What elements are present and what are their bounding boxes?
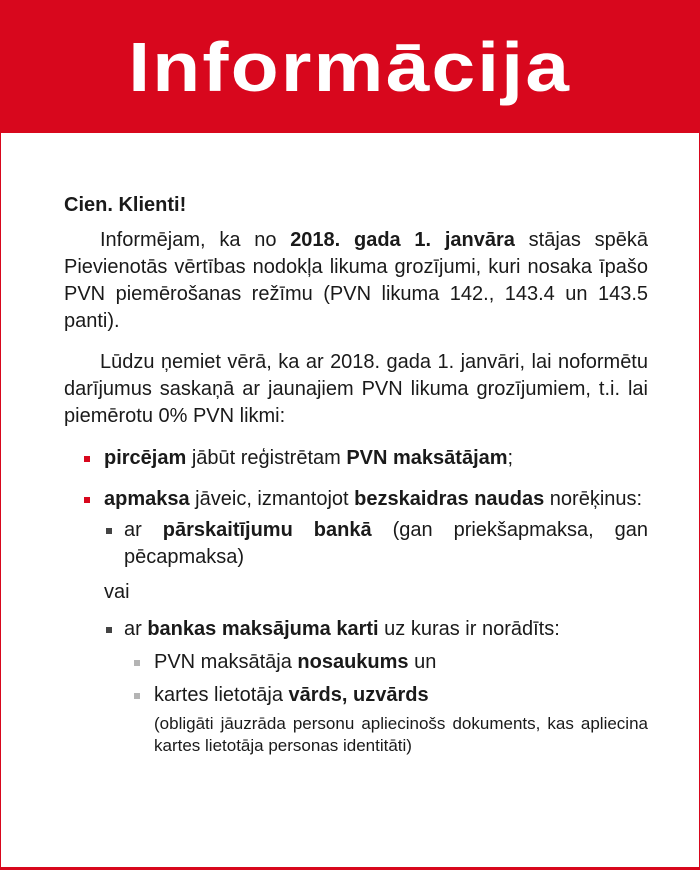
list-item-payment (64, 486, 648, 757)
vat-payer-name-end: un (408, 651, 437, 673)
vat-payer-bold: PVN maksātājam (346, 447, 508, 469)
page-title: Informācija (128, 27, 572, 106)
or-label: vai (104, 581, 130, 603)
bank-transfer-line (124, 517, 648, 571)
bank-card-prefix: ar (124, 618, 148, 640)
list-item-vat-payer-name (124, 649, 648, 676)
bank-transfer-bold: pārskaitījumu bankā (162, 519, 372, 541)
paragraph-1-text-a: Informējam, ka no (100, 229, 291, 251)
content (64, 192, 648, 771)
requirements-list (64, 445, 648, 757)
paragraph-2: Lūdzu ņemiet vērā, ka ar 2018. gada 1. janvāri, lai noformētu darījumus saskaņā ar jaunajiem PVN likuma grozījumiem, t.i. lai piemērotu 0% PVN likmi: (64, 351, 648, 427)
greeting: Cien. Klienti! (64, 194, 187, 216)
list-item-bank-transfer (104, 517, 648, 571)
payment-end: norēķinus: (544, 488, 643, 510)
list-item-buyer (64, 445, 648, 472)
buyer-text: jābūt reģistrētam (186, 447, 347, 469)
payment-line (104, 486, 648, 513)
identity-note: (obligāti jāuzrāda personu apliecinošs dokuments, kas apliecina kartes lietotāja personas identitāti) (154, 714, 648, 755)
paragraph-1-date: 2018. gada 1. janvāra (290, 229, 515, 251)
paragraph-1 (64, 227, 648, 335)
payment-methods-list-2 (104, 616, 648, 757)
vat-payer-name-bold: nosaukums (297, 651, 409, 673)
bank-card-bold: bankas maksājuma karti (147, 618, 379, 640)
payment-text: jāveic, izmantojot (189, 488, 355, 510)
bank-card-text: uz kuras ir norādīts: (378, 618, 560, 640)
payment-methods-list (104, 517, 648, 571)
buyer-end: ; (507, 447, 514, 469)
list-item-cardholder-name (124, 682, 648, 757)
bank-transfer-text: (gan priekšapmaksa, gan pēcapmaksa) (124, 519, 648, 568)
payment-bold: apmaksa (104, 488, 190, 510)
card-details-list (124, 649, 648, 757)
cardholder-bold: vārds, uzvārds (288, 684, 429, 706)
cashless-bold: bezskaidras naudas (354, 488, 545, 510)
paragraph-1-text-b: stājas spēkā Pievienotās vērtības nodokļa likuma grozījumi, kuri nosaka īpašo PVN piemērošanas režīmu (PVN likuma 142., 143.4 un 143.5 panti). (64, 229, 648, 332)
buyer-bold: pircējam (104, 447, 187, 469)
bank-transfer-prefix: ar (124, 519, 163, 541)
list-item-bank-card (104, 616, 648, 757)
header-banner (0, 0, 700, 133)
vat-payer-name-prefix: PVN maksātāja (154, 651, 298, 673)
cardholder-prefix: kartes lietotāja (154, 684, 289, 706)
